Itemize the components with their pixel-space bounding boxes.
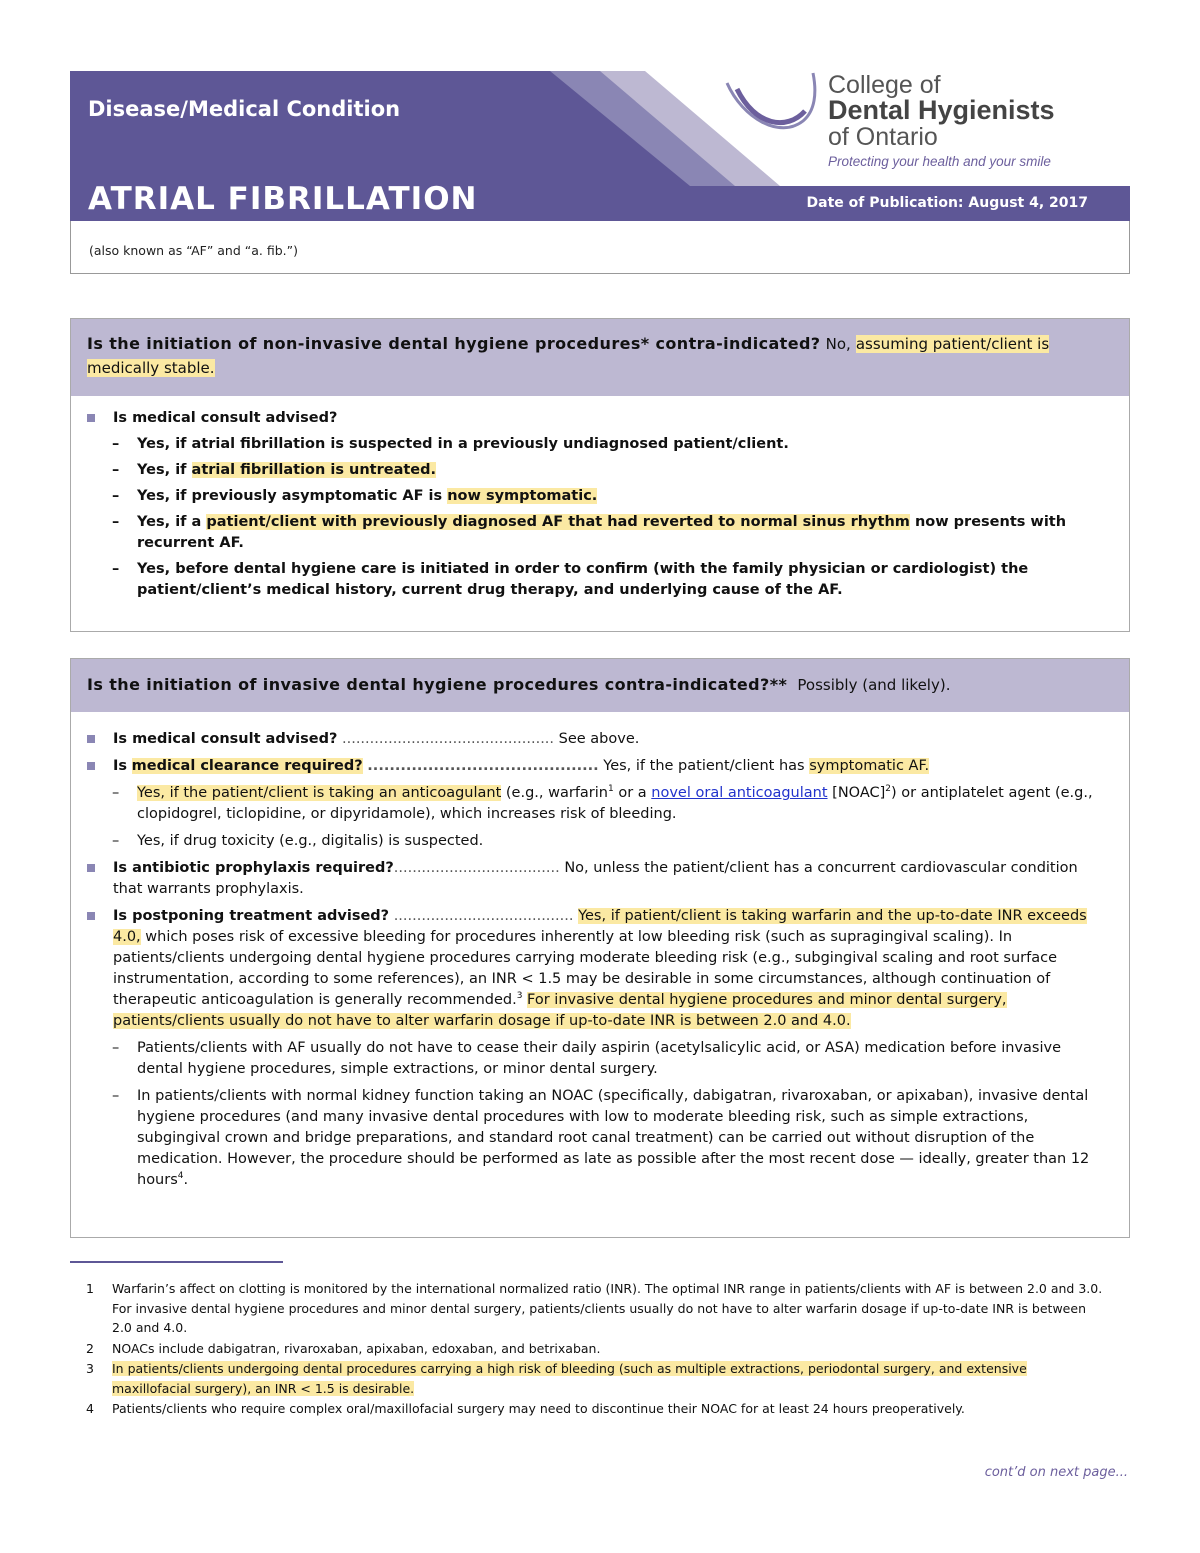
- item-label: Is: [113, 758, 128, 774]
- title-banner: [70, 71, 1130, 221]
- item-answer-highlight: symptomatic AF.: [809, 758, 930, 774]
- item-answer: which poses risk of excessive bleeding for procedures inherently at low bleeding risk (such as supragingival scaling). In patients/clients undergoing dental hygiene procedures carrying moderate bleeding risk (e.g., subgingival scaling and root surface instrumentation, according to some references), an INR < 1.5 may be desirable in some circumstances, although continuation of therapeutic anticoagulation is generally recommended.: [113, 929, 1057, 1008]
- consult-item-highlight: patient/client with previously diagnosed AF that had reverted to normal sinus rhythm: [206, 514, 910, 530]
- footnote-number: 4: [86, 1401, 94, 1416]
- footnote-ref: 2: [885, 784, 891, 795]
- item-answer: See above.: [558, 731, 640, 747]
- consult-item-text: Yes, before dental hygiene care is initiated in order to confirm (with the family physician or cardiologist) the patient/client’s medical history, current drug therapy, and underlying cause of the AF.: [137, 561, 1029, 598]
- medical-consult-bullet: Is medical consult advised?: [87, 408, 1095, 429]
- continued-note: cont’d on next page...: [984, 1465, 1128, 1480]
- clearance-subitem: – Yes, if drug toxicity (e.g., digitalis) is suspected.: [112, 833, 484, 849]
- consult-item-text: Yes, if previously asymptomatic AF is: [137, 488, 443, 504]
- consult-item: – Yes, if atrial fibrillation is untreated.: [112, 462, 437, 478]
- antibiotic-prophylaxis-item: [87, 858, 1095, 900]
- subitem-text: (e.g., warfarin: [505, 785, 608, 801]
- subitem-text: In patients/clients with normal kidney function taking an NOAC (specifically, dabigatran, rivaroxaban, or apixaban), invasive dental hygiene procedures (and many invasive dental procedures with low to moderate bleeding risk, such as simple extractions, subgingival crown and bridge preparations, and standard root canal treatment) can be carried out without disruption of the medication. However, the procedure should be performed as late as possible after the most recent dose — ideally, greater than 12 hours: [137, 1088, 1090, 1188]
- condition-category: Disease/Medical Condition: [88, 97, 401, 121]
- subitem-text: [NOAC]: [832, 785, 886, 801]
- medical-consult-item: [87, 729, 1095, 750]
- footnote-ref: 4: [177, 1171, 184, 1182]
- item-answer-highlight: For invasive dental hygiene procedures and minor dental surgery, patients/clients usually do not have to alter warfarin dosage if up-to-date INR is between 2.0 and 4.0.: [113, 992, 1007, 1029]
- postponing-subitem: – Patients/clients with AF usually do not have to cease their daily aspirin (acetylsalicylic acid, or ASA) medication before invasive dental hygiene procedures, simple extractions, or minor dental surgery.: [112, 1040, 1061, 1077]
- footnote-rule: [70, 1261, 283, 1263]
- consult-item: – Yes, if a patient/client with previously diagnosed AF that had reverted to normal sinus rhythm now presents with recurrent AF.: [112, 514, 1067, 551]
- date-value: August 4, 2017: [968, 195, 1088, 211]
- consult-item: – Yes, if previously asymptomatic AF is now symptomatic.: [112, 488, 598, 504]
- invasive-section: [70, 658, 1130, 1238]
- footnote-ref: 1: [608, 784, 614, 795]
- cdho-logo: [725, 71, 1130, 183]
- footnote-number: 2: [86, 1340, 94, 1356]
- invasive-question: Is the initiation of invasive dental hygiene procedures contra-indicated?**: [87, 675, 788, 694]
- non-invasive-body: [71, 396, 1129, 601]
- dot-leader: ....................................: [393, 860, 560, 876]
- non-invasive-section: [70, 318, 1130, 632]
- footnote: [86, 1339, 1106, 1359]
- subitem-highlight: Yes, if the patient/client is taking an anticoagulant: [137, 785, 502, 801]
- subitem-text: ) or antiplatelet agent (e.g., clopidogrel, ticlopidine, or dipyridamole), which increases risk of bleeding.: [137, 785, 1093, 822]
- item-answer: Yes, if the patient/client has: [603, 758, 805, 774]
- footnote: [86, 1359, 1106, 1398]
- dot-leader: ..........................................: [367, 758, 599, 774]
- footnote-text: NOACs include dabigatran, rivaroxaban, apixaban, edoxaban, and betrixaban.: [112, 1340, 601, 1356]
- logo-text-line2: Dental Hygienists: [828, 95, 1055, 125]
- publication-date: [807, 195, 1088, 211]
- non-invasive-question-header: [71, 319, 1129, 396]
- consult-item: – Yes, before dental hygiene care is initiated in order to confirm (with the family physician or cardiologist) the patient/client’s medical history, current drug therapy, and underlying cause of the AF.: [112, 561, 1029, 598]
- subitem-text: Patients/clients with AF usually do not have to cease their daily aspirin (acetylsalicylic acid, or ASA) medication before invasive dental hygiene procedures, simple extractions, or minor dental surgery.: [137, 1040, 1061, 1077]
- item-label: Is postponing treatment advised?: [113, 908, 390, 924]
- footnote-number: 3: [86, 1361, 94, 1376]
- item-label-highlight: medical clearance required?: [131, 758, 363, 774]
- dot-leader: ..............................................: [342, 731, 555, 747]
- date-label: Date of Publication:: [806, 195, 964, 211]
- postponing-treatment-item: [87, 906, 1095, 1032]
- also-known-as: (also known as “AF” and “a. fib.”): [89, 243, 298, 258]
- clearance-subitem: – Yes, if the patient/client is taking an anticoagulant (e.g., warfarin$^1$ or a novel oral anticoagulant [NOAC]$^2$) or antiplatelet agent (e.g., clopidogrel, ticlopidine, or dipyridamole), which increases risk of bleeding.: [112, 784, 1093, 822]
- subitem-text: .: [183, 1172, 189, 1188]
- invasive-answer: Possibly (and likely).: [797, 676, 951, 694]
- dot-leader: .......................................: [393, 908, 574, 924]
- subitem-text: or a: [618, 785, 647, 801]
- consult-item-text: Yes, if atrial fibrillation is suspected in a previously undiagnosed patient/client.: [137, 436, 789, 452]
- item-answer: No, unless the patient/client has a concurrent cardiovascular condition that warrants prophylaxis.: [113, 860, 1078, 897]
- logo-tagline: Protecting your health and your smile: [828, 154, 1051, 169]
- footnotes: [86, 1279, 1106, 1420]
- consult-item-text: Yes, if: [137, 462, 187, 478]
- noac-link[interactable]: novel oral anticoagulant: [651, 785, 828, 801]
- footnote: [86, 1279, 1106, 1338]
- footnote-text-highlight: In patients/clients undergoing dental procedures carrying a high risk of bleeding (such as multiple extractions, periodontal surgery, and extensive maxillofacial surgery), an INR < 1.5 is desirable.: [112, 1361, 1027, 1396]
- consult-item-text: Yes, if a: [137, 514, 202, 530]
- subitem-text: Yes, if drug toxicity (e.g., digitalis) is suspected.: [137, 833, 484, 849]
- logo-text-line3: of Ontario: [828, 123, 938, 151]
- non-invasive-answer-lead: No,: [825, 335, 851, 353]
- item-label: Is antibiotic prophylaxis required?: [113, 860, 394, 876]
- consult-item-text: now presents with recurrent AF.: [137, 514, 1067, 551]
- page-title: ATRIAL FIBRILLATION: [88, 181, 478, 217]
- item-label: Is medical consult advised?: [113, 731, 338, 747]
- consult-item: – Yes, if atrial fibrillation is suspected in a previously undiagnosed patient/client.: [112, 436, 789, 452]
- item-answer-highlight: Yes, if patient/client is taking warfarin and the up-to-date INR exceeds 4.0,: [113, 908, 1087, 945]
- logo-swoosh-icon: [725, 71, 820, 141]
- consult-item-highlight: atrial fibrillation is untreated.: [191, 462, 437, 478]
- footnote-text: Patients/clients who require complex oral/maxillofacial surgery may need to discontinue their NOAC for at least 24 hours preoperatively.: [112, 1401, 965, 1416]
- footnote: [86, 1399, 1106, 1419]
- postponing-subitem: – In patients/clients with normal kidney function taking an NOAC (specifically, dabigatran, rivaroxaban, or apixaban), invasive dental hygiene procedures (and many invasive dental procedures with low to moderate bleeding risk, such as simple extractions, subgingival crown and bridge preparations, and standard root canal treatment) can be carried out without disruption of the medication. However, the procedure should be performed as late as possible after the most recent dose — ideally, greater than 12 hours$^4$.: [112, 1088, 1090, 1188]
- document-header: [70, 71, 1130, 275]
- non-invasive-question: Is the initiation of non-invasive dental hygiene procedures* contra-indicated?: [87, 334, 821, 353]
- footnote-number: 1: [86, 1281, 94, 1296]
- logo-text-line1: College of: [828, 71, 941, 99]
- invasive-body: [71, 712, 1129, 1191]
- non-invasive-answer-highlight: assuming patient/client is medically stable.: [87, 335, 1050, 377]
- medical-clearance-item: [87, 756, 1095, 777]
- consult-item-highlight: now symptomatic.: [447, 488, 598, 504]
- aka-box: [70, 221, 1130, 274]
- invasive-question-header: [71, 659, 1129, 712]
- footnote-ref: 3: [516, 991, 523, 1002]
- footnote-text: Warfarin’s affect on clotting is monitored by the international normalized ratio (INR). The optimal INR range in patients/clients with AF is between 2.0 and 3.0. For invasive dental hygiene procedures and minor dental surgery, patients/clients usually do not have to alter warfarin dosage if up-to-date INR is between 2.0 and 4.0.: [112, 1281, 1103, 1335]
